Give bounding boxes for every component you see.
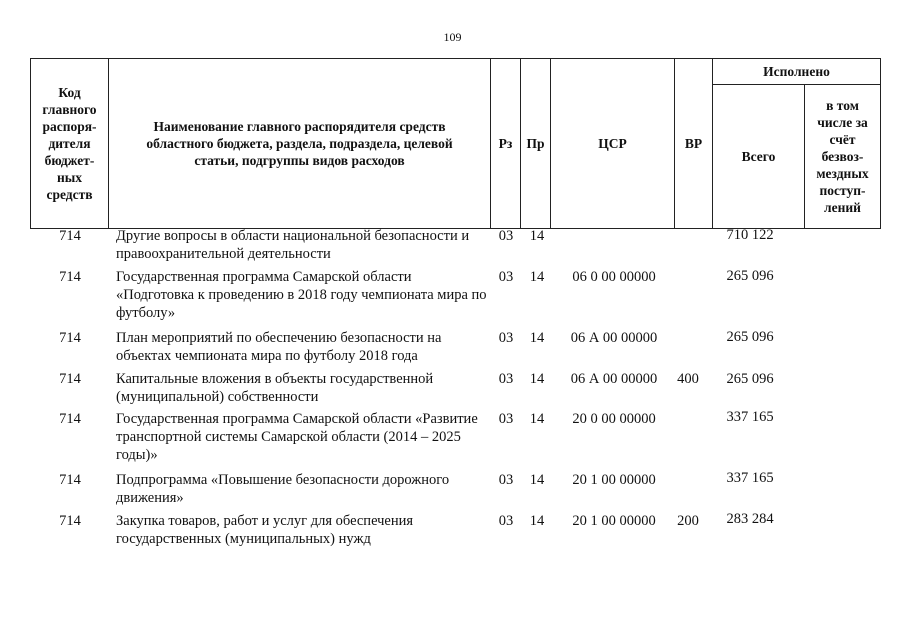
row-csr: 06 А 00 00000 — [570, 330, 658, 346]
row-total: 265 096 — [726, 371, 774, 387]
row-name: Подпрограмма «Повышение безопасности дорожного движения» — [116, 472, 450, 506]
row-pr: 14 — [529, 228, 545, 244]
header-csr: ЦСР — [551, 59, 675, 229]
row-total: 283 284 — [726, 511, 774, 527]
header-free: в том числе за счёт безвоз-мездных поступ-лений — [805, 85, 881, 229]
row-code: 714 — [59, 228, 81, 244]
row-name: Государственная программа Самарской области «Развитие транспортной системы Самарской области (2014 – 2025 годы)» — [116, 411, 478, 463]
row-code: 714 — [59, 330, 81, 346]
table-header — [30, 58, 881, 229]
row-pr: 14 — [529, 513, 545, 529]
header-pr: Пр — [521, 59, 551, 229]
row-code: 714 — [59, 269, 81, 285]
header-rz: Рз — [491, 59, 521, 229]
row-pr: 14 — [529, 269, 545, 285]
header-code: Код главного распоря-дителя бюджет-ных средств — [31, 59, 109, 229]
row-pr: 14 — [529, 472, 545, 488]
row-code: 714 — [59, 411, 81, 427]
row-code: 714 — [59, 371, 81, 387]
row-rz: 03 — [498, 269, 514, 285]
row-rz: 03 — [498, 371, 514, 387]
row-rz: 03 — [498, 472, 514, 488]
row-rz: 03 — [498, 411, 514, 427]
row-code: 714 — [59, 513, 81, 529]
row-vr: 400 — [677, 371, 699, 387]
header-vr: ВР — [675, 59, 713, 229]
row-rz: 03 — [498, 513, 514, 529]
row-csr: 20 1 00 00000 — [572, 472, 656, 488]
row-code: 714 — [59, 472, 81, 488]
row-total: 710 122 — [726, 227, 774, 243]
row-pr: 14 — [529, 371, 545, 387]
row-total: 265 096 — [726, 329, 774, 345]
row-rz: 03 — [498, 330, 514, 346]
row-csr: 06 0 00 00000 — [572, 269, 656, 285]
row-total: 265 096 — [726, 268, 774, 284]
row-vr: 200 — [677, 513, 699, 529]
page-number: 109 — [443, 30, 462, 44]
row-name: План мероприятий по обеспечению безопасности на объектах чемпионата мира по футболу 2018 года — [116, 330, 442, 364]
row-pr: 14 — [529, 330, 545, 346]
row-pr: 14 — [529, 411, 545, 427]
row-rz: 03 — [498, 228, 514, 244]
row-csr: 20 1 00 00000 — [572, 513, 656, 529]
header-name: Наименование главного распорядителя средств областного бюджета, раздела, подраздела, целевой статьи, подгруппы видов расходов — [109, 59, 491, 229]
row-name: Закупка товаров, работ и услуг для обеспечения государственных (муниципальных) нужд — [116, 513, 414, 547]
row-name: Капитальные вложения в объекты государственной (муниципальной) собственности — [116, 371, 434, 405]
row-name: Государственная программа Самарской области «Подготовка к проведению в 2018 году чемпионата мира по футболу» — [116, 269, 487, 321]
header-total: Всего — [713, 85, 805, 229]
row-total: 337 165 — [726, 409, 774, 425]
row-total: 337 165 — [726, 470, 774, 486]
row-name: Другие вопросы в области национальной безопасности и правоохранительной деятельности — [116, 228, 470, 262]
row-csr: 20 0 00 00000 — [572, 411, 656, 427]
row-csr: 06 А 00 00000 — [570, 371, 658, 387]
header-executed: Исполнено — [713, 59, 881, 85]
